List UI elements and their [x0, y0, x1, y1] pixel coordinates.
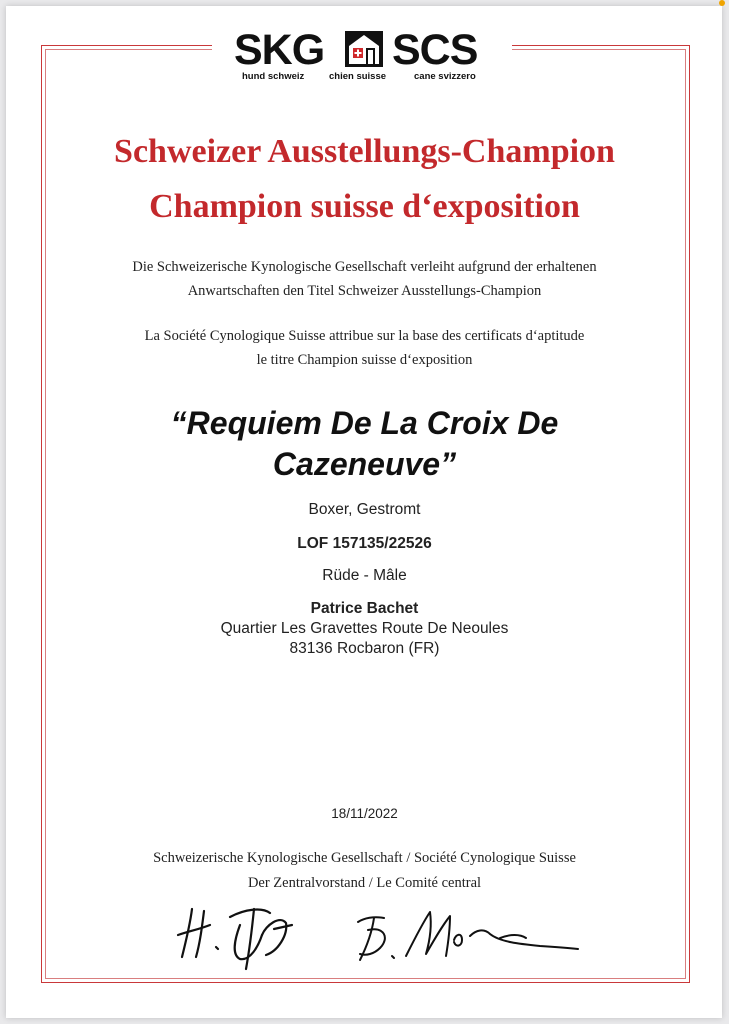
intro-french-line-2: le titre Champion suisse d‘exposition: [256, 352, 473, 368]
dog-name-line-2: Cazeneuve”: [272, 446, 457, 482]
footer-board: Der Zentralvorstand / Le Comité central: [247, 875, 482, 891]
owner-name: Patrice Bachet: [310, 600, 419, 617]
title-french: Champion suisse d‘exposition: [149, 188, 580, 225]
skg-scs-logo: [234, 27, 494, 83]
signature-2-icon: [350, 900, 590, 970]
dog-sex: Rüde - Mâle: [322, 567, 407, 584]
intro-french-line-1: La Société Cynologique Suisse attribue sur la base des certificats d‘aptitude: [144, 328, 585, 344]
logo-subline-de: hund schweiz: [242, 71, 305, 82]
owner-address-line-1: Quartier Les Gravettes Route De Neoules: [220, 620, 509, 637]
intro-german-line-1: Die Schweizerische Kynologische Gesellschaft verleiht aufgrund der erhaltenen: [132, 259, 597, 275]
logo-scs-text: SCS: [392, 26, 478, 74]
dog-name-line-1: “Requiem De La Croix De: [170, 405, 559, 441]
dog-registration-number: LOF 157135/22526: [297, 535, 432, 552]
title-german: Schweizer Ausstellungs-Champion: [114, 133, 615, 170]
swiss-cross-house-emblem-icon: [344, 30, 384, 68]
logo-subline-fr: chien suisse: [329, 71, 387, 82]
issue-date: 18/11/2022: [331, 806, 398, 821]
logo-subline-it: cane svizzero: [414, 71, 476, 82]
footer-organization: Schweizerische Kynologische Gesellschaft / Société Cynologique Suisse: [153, 850, 576, 866]
signature-1-icon: [170, 895, 310, 975]
intro-german-line-2: Anwartschaften den Titel Schweizer Ausstellungs-Champion: [187, 283, 542, 299]
owner-address-line-2: 83136 Rocbaron (FR): [289, 640, 440, 657]
logo-skg-text: SKG: [234, 26, 325, 74]
dog-breed: Boxer, Gestromt: [308, 501, 421, 518]
status-dot-icon: [719, 0, 725, 6]
